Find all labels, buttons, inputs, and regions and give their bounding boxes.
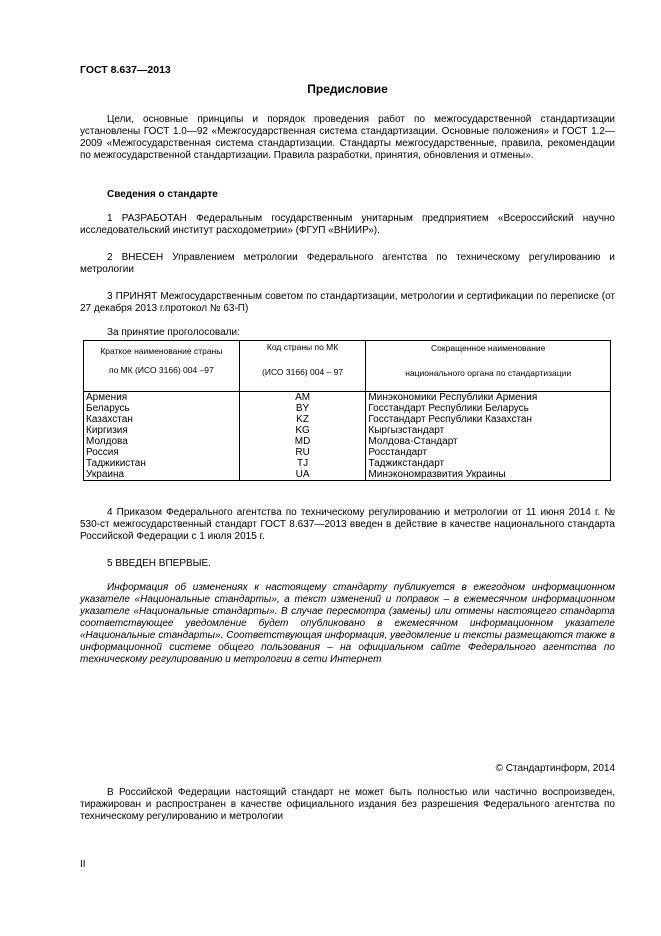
- cell-country: Молдова: [84, 436, 240, 447]
- cell-body: Кыргызстандарт: [366, 425, 611, 436]
- legal-notice: В Российской Федерации настоящий стандарт не может быть полностью или частично воспроизведен, тиражирован и распространен в качестве официального издания без разрешения Федерального агентства по техническому регулированию и метрологии: [80, 787, 615, 822]
- table-row: [84, 469, 611, 481]
- cell-country: Киргизия: [84, 425, 240, 436]
- changes-info-paragraph: Информация об изменениях к настоящему стандарту публикуется в ежегодном информационном указателе «Национальные стандарты», а текст изменений и поправок – в ежемесячном информационном указателе «Национальные стандарты». В случае пересмотра (замены) или отмены настоящего стандарта соответствующее уведомление будет опубликовано в ежемесячном информационном указателе «Национальные стандарты». Соответствующая информация, уведомление и тексты размещаются также в информационной системе общего пользования – на официальном сайте Федерального агентства по техническому регулированию и метрологии в сети Интернет: [80, 582, 615, 665]
- cell-body: Молдова-Стандарт: [366, 436, 611, 447]
- header-abbr-line-2: национального органа по стандартизации: [405, 368, 572, 378]
- cell-country: Россия: [84, 447, 240, 458]
- table-row: [84, 425, 611, 436]
- cell-body: Таджикстандарт: [366, 458, 611, 469]
- item-2-introduced: 2 ВНЕСЕН Управлением метрологии Федерального агентства по техническому регулированию и метрологии: [80, 252, 615, 275]
- cell-country: Армения: [84, 392, 240, 404]
- cell-body: Госстандарт Республики Беларусь: [366, 403, 611, 414]
- cell-body: Минэкономики Республики Армения: [366, 392, 611, 404]
- cell-code: KZ: [239, 414, 366, 425]
- header-code: [239, 341, 366, 392]
- table-row: [84, 403, 611, 414]
- item-3-adopted: 3 ПРИНЯТ Межгосударственным советом по стандартизации, метрологии и сертификации по переписке (от 27 декабря 2013 г.протокол № 63-П): [80, 291, 615, 314]
- intro-paragraph: Цели, основные принципы и порядок проведения работ по межгосударственной стандартизации установлены ГОСТ 1.0—92 «Межгосударственная система стандартизации. Основные положения» и ГОСТ 1.2—2009 «Межгосударственная система стандартизации. Стандарты межгосударственные, правила, рекомендации по межгосударственной стандартизации. Правила разработки, принятия, обновления и отмены».: [80, 114, 615, 161]
- table-row: [84, 447, 611, 458]
- voted-label: За принятие проголосовали:: [107, 327, 240, 338]
- cell-code: UA: [239, 469, 366, 481]
- page-number: II: [80, 859, 86, 870]
- table-row: [84, 436, 611, 447]
- info-heading: Сведения о стандарте: [107, 189, 218, 200]
- countries-table: [83, 340, 611, 481]
- item-5-first: 5 ВВЕДЕН ВПЕРВЫЕ.: [107, 558, 211, 569]
- cell-country: Таджикистан: [84, 458, 240, 469]
- item-4-order: 4 Приказом Федерального агентства по техническому регулированию и метрологии от 11 июня 2014 г. № 530-ст межгосударственный стандарт ГОСТ 8.637—2013 введен в действие в качестве национального стандарта Российской Федерации с 1 июля 2015 г.: [80, 507, 615, 542]
- cell-country: Украина: [84, 469, 240, 481]
- page-title: Предисловие: [307, 82, 388, 96]
- cell-code: TJ: [239, 458, 366, 469]
- table-header-row: [84, 341, 611, 392]
- header-code-line-1: Код страны по МК: [266, 342, 339, 352]
- cell-body: Росстандарт: [366, 447, 611, 458]
- cell-code: BY: [239, 403, 366, 414]
- cell-code: RU: [239, 447, 366, 458]
- cell-body: Госстандарт Республики Казахстан: [366, 414, 611, 425]
- item-1-developed: 1 РАЗРАБОТАН Федеральным государственным унитарным предприятием «Всероссийский научно исследовательский институт расходометрии» (ФГУП «ВНИИР»).: [80, 213, 615, 236]
- document-header: ГОСТ 8.637—2013: [80, 64, 171, 76]
- cell-body: Минэкономразвития Украины: [366, 469, 611, 481]
- cell-country: Беларусь: [84, 403, 240, 414]
- header-country-line-2: по МК (ИСО 3166) 004 –97: [108, 365, 214, 375]
- cell-code: AM: [239, 392, 366, 404]
- table-row: [84, 458, 611, 469]
- copyright: © Стандартинформ, 2014: [495, 763, 615, 774]
- header-abbr-line-1: Сокращенное наименование: [431, 343, 546, 353]
- table-row: [84, 414, 611, 425]
- cell-code: MD: [239, 436, 366, 447]
- header-country-line-1: Краткое наименование страны: [100, 346, 223, 356]
- header-code-line-2: (ИСО 3166) 004 – 97: [262, 367, 344, 377]
- header-abbr: [366, 341, 611, 392]
- cell-code: KG: [239, 425, 366, 436]
- table-row: [84, 392, 611, 404]
- cell-country: Казахстан: [84, 414, 240, 425]
- header-country: [84, 341, 240, 392]
